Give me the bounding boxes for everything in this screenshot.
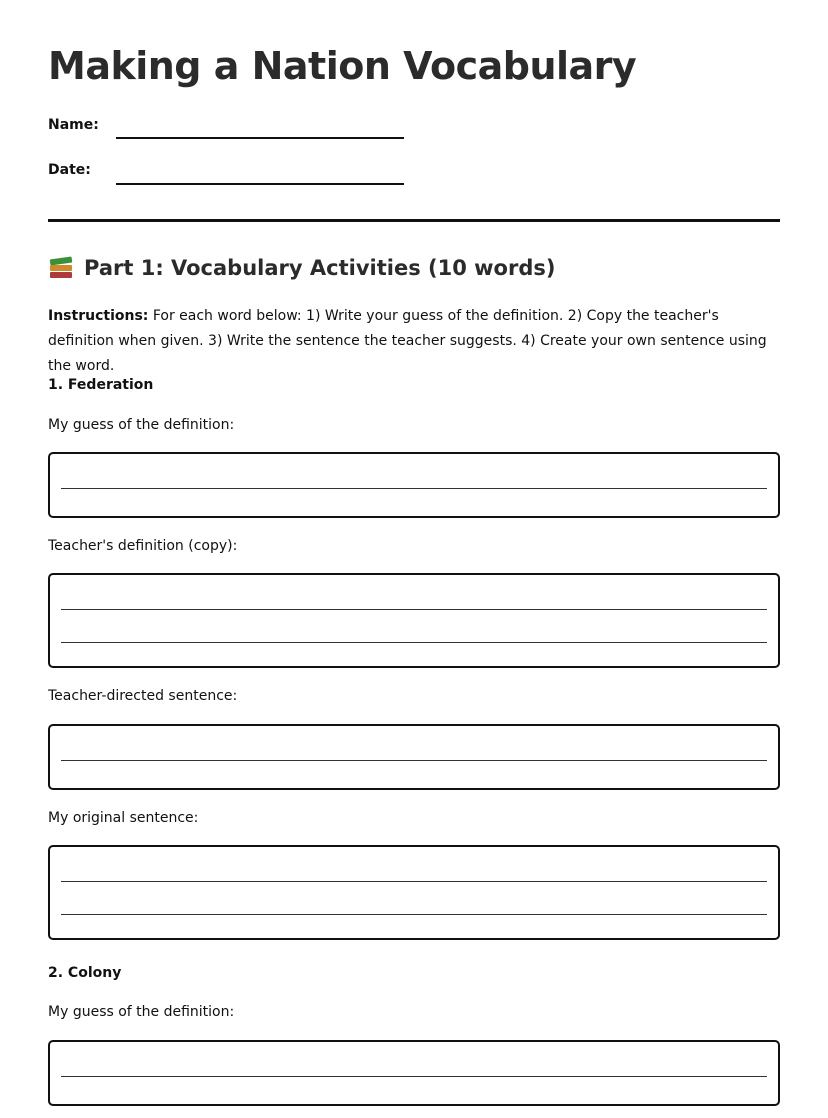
prompt-teacher-definition: Teacher's definition (copy): <box>48 538 238 554</box>
instructions-text: For each word below: 1) Write your guess of the definition. 2) Copy the teacher's definition when given. 3) Write the sentence the teacher suggests. 4) Create your own sentence using the word. <box>48 308 767 374</box>
page-title: Making a Nation Vocabulary <box>48 44 637 88</box>
answer-line <box>61 881 767 882</box>
word-heading: 1. Federation <box>48 377 154 393</box>
teacher-definition-box[interactable] <box>48 573 780 668</box>
section-title <box>48 256 555 280</box>
teacher-sentence-box[interactable] <box>48 724 780 790</box>
word-heading: 2. Colony <box>48 965 122 981</box>
prompt-guess: My guess of the definition: <box>48 417 235 433</box>
prompt-teacher-sentence: Teacher-directed sentence: <box>48 688 238 704</box>
books-icon <box>48 257 74 279</box>
instructions <box>48 304 780 379</box>
answer-line <box>61 1076 767 1077</box>
instructions-lead: Instructions: <box>48 308 149 324</box>
prompt-original-sentence: My original sentence: <box>48 810 199 826</box>
answer-line <box>61 488 767 489</box>
answer-line <box>61 914 767 915</box>
date-label: Date: <box>48 162 91 178</box>
guess-answer-box[interactable] <box>48 1040 780 1106</box>
header-divider <box>48 219 780 222</box>
answer-line <box>61 609 767 610</box>
original-sentence-box[interactable] <box>48 845 780 940</box>
section-title-text: Part 1: Vocabulary Activities (10 words) <box>84 256 556 280</box>
date-line <box>116 183 404 185</box>
answer-line <box>61 760 767 761</box>
answer-line <box>61 642 767 643</box>
prompt-guess: My guess of the definition: <box>48 1004 235 1020</box>
name-label: Name: <box>48 117 99 133</box>
guess-answer-box[interactable] <box>48 452 780 518</box>
name-line <box>116 137 404 139</box>
